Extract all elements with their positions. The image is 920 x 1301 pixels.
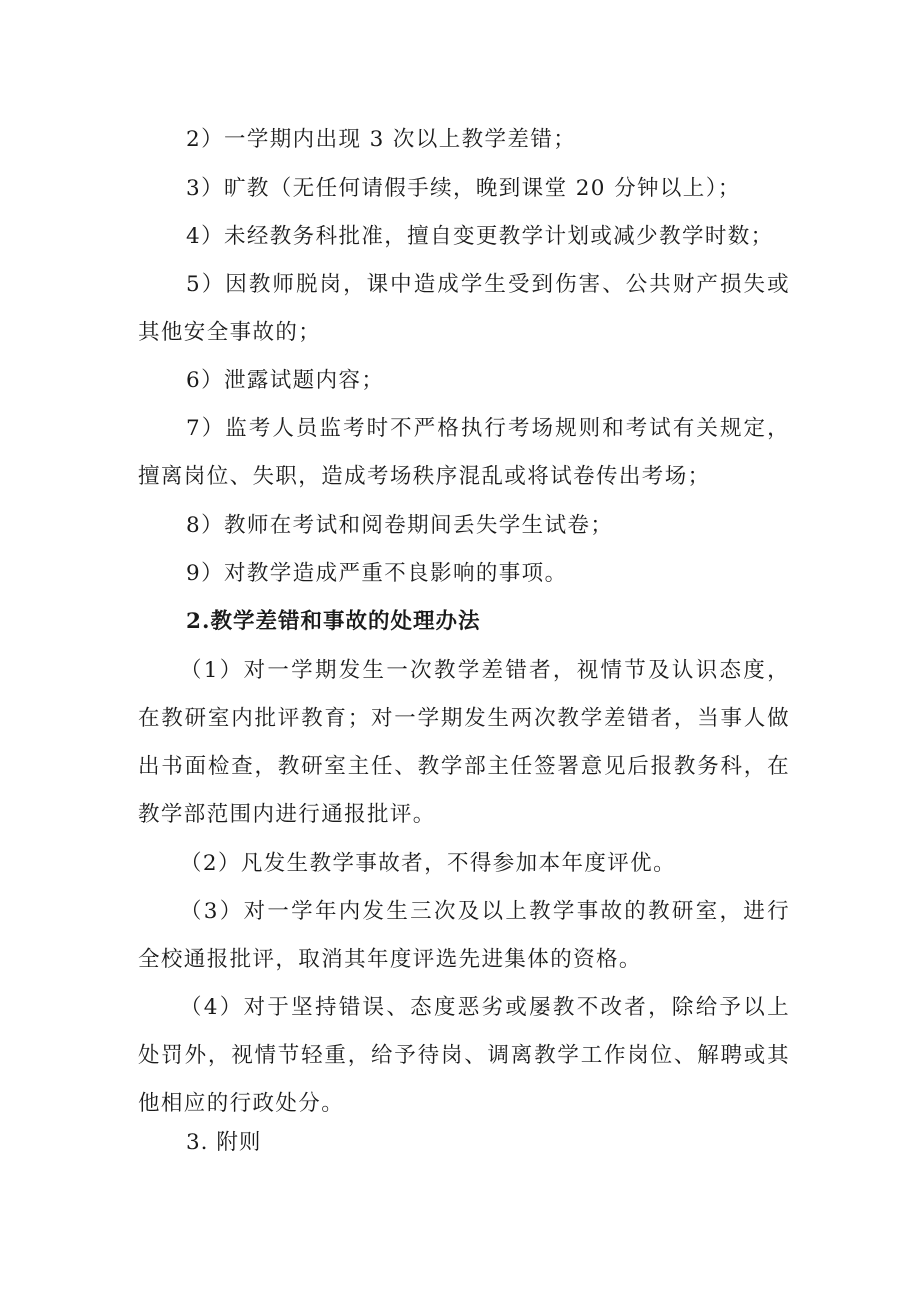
- list-item-3: 3）旷教（无任何请假手续，晚到课堂 20 分钟以上）；: [186, 176, 741, 201]
- list-item-9: 9）对教学造成严重不良影响的事项。: [186, 561, 568, 586]
- list-item-2: 2）一学期内出现 3 次以上教学差错；: [186, 127, 577, 152]
- list-item-5-line-2: 其他安全事故的；: [138, 320, 322, 345]
- paragraph-1-line-2: 在教研室内批评教育；对一学期发生两次教学差错者，当事人做: [138, 706, 790, 731]
- paragraph-2-line-1: （2）凡发生教学事故者，不得参加本年度评优。: [180, 851, 676, 876]
- paragraph-4-line-3: 他相应的行政处分。: [138, 1091, 345, 1116]
- list-item-7-line-1: 7）监考人员监考时不严格执行考场规则和考试有关规定，: [186, 416, 790, 441]
- list-item-6: 6）泄露试题内容；: [186, 368, 385, 393]
- paragraph-3-line-1: （3）对一学年内发生三次及以上教学事故的教研室，进行: [180, 899, 790, 924]
- list-item-5-line-1: 5）因教师脱岗，课中造成学生受到伤害、公共财产损失或: [186, 272, 790, 297]
- paragraph-4-line-2: 处罚外，视情节轻重，给予待岗、调离教学工作岗位、解聘或其: [138, 1043, 790, 1068]
- paragraph-1-line-1: （1）对一学期发生一次教学差错者，视情节及认识态度，: [180, 658, 790, 683]
- paragraph-1-line-3: 出书面检查，教研室主任、教学部主任签署意见后报教务科，在: [138, 754, 790, 779]
- list-item-4: 4）未经教务科批准，擅自变更教学计划或减少教学时数；: [186, 224, 774, 249]
- paragraph-4-line-1: （4）对于坚持错误、态度恶劣或屡教不改者，除给予以上: [180, 995, 790, 1020]
- section-3-heading: 3. 附则: [186, 1130, 262, 1155]
- paragraph-3-line-2: 全校通报批评，取消其年度评选先进集体的资格。: [138, 947, 642, 972]
- section-2-heading: 2.教学差错和事故的处理办法: [186, 609, 481, 634]
- list-item-8: 8）教师在考试和阅卷期间丢失学生试卷；: [186, 513, 614, 538]
- paragraph-1-line-4: 教学部范围内进行通报批评。: [138, 802, 436, 827]
- list-item-7-line-2: 擅离岗位、失职，造成考场秩序混乱或将试卷传出考场；: [138, 464, 711, 489]
